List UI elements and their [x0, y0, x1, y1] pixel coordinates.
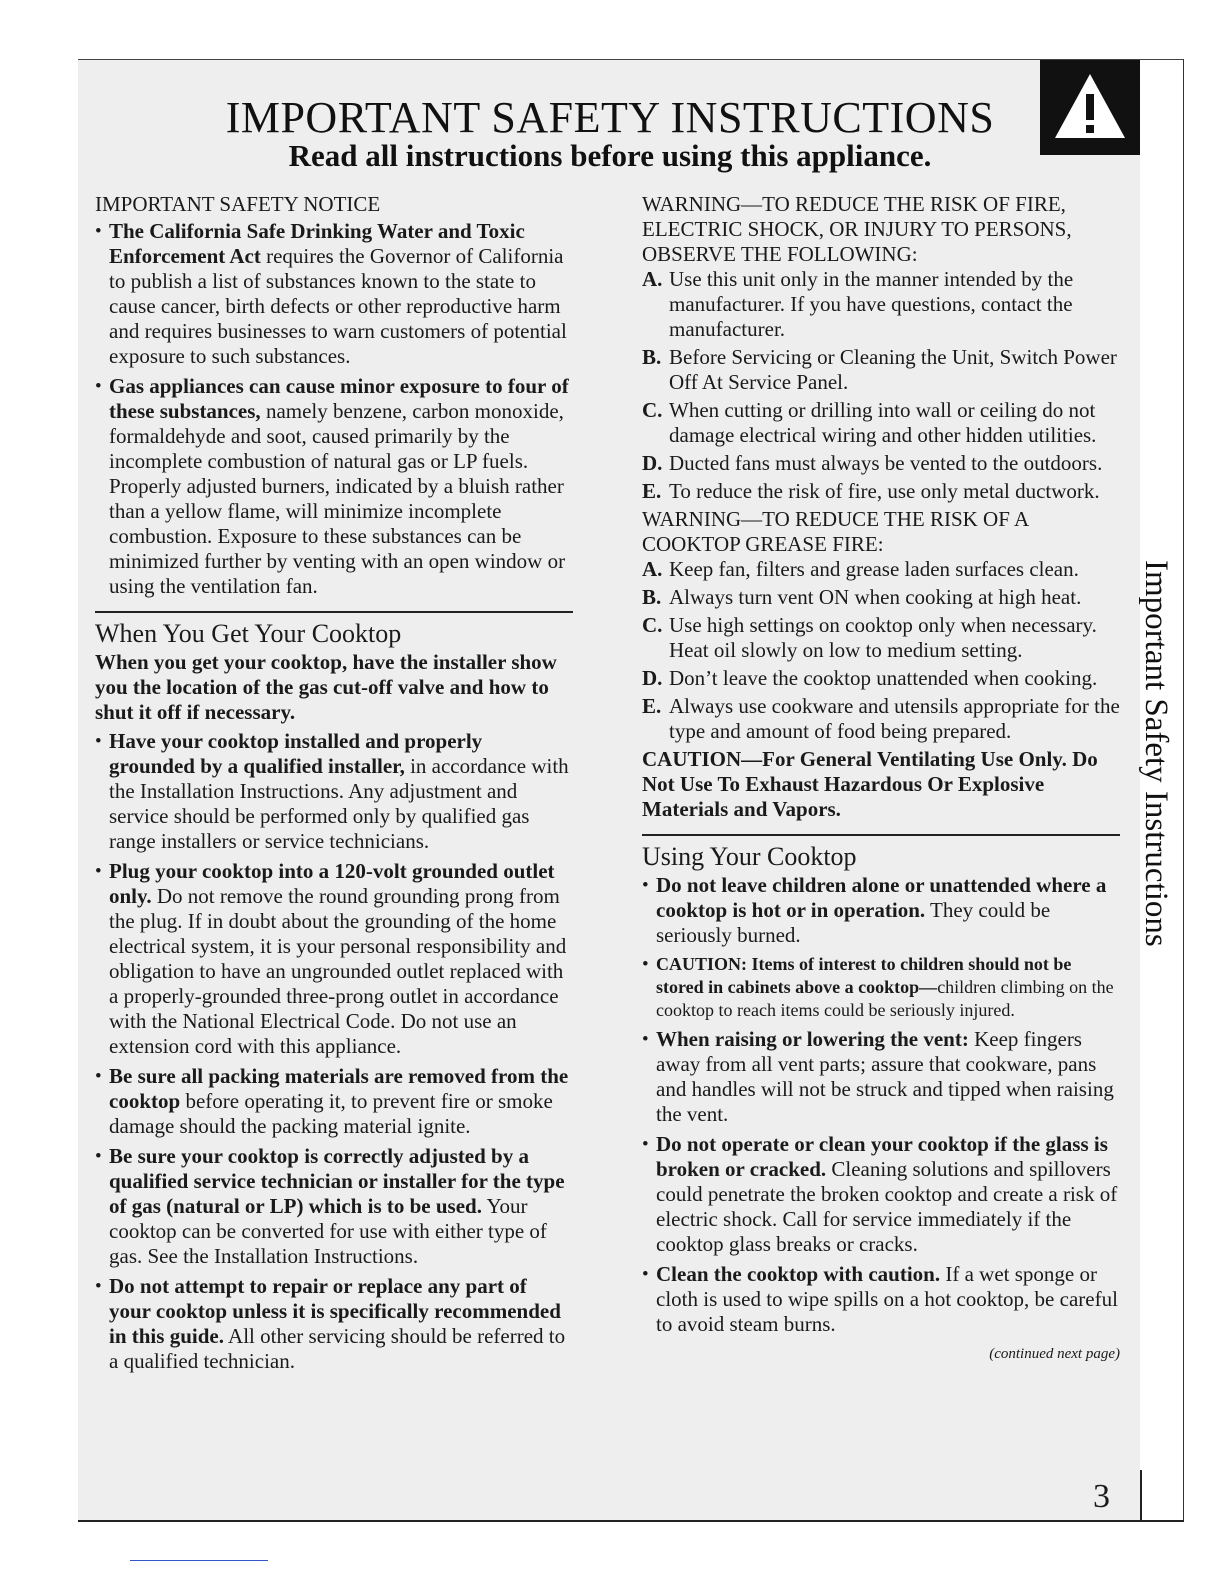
list-item: [642, 1262, 1120, 1337]
bullet-bold: The California Safe Drinking Water and Toxic Enforcement Act: [109, 219, 525, 268]
item-text: Before Servicing or Cleaning the Unit, Switch Power Off At Service Panel.: [669, 345, 1117, 394]
bullet-bold: CAUTION: Items of interest to children should not be stored in cabinets above a cooktop—: [656, 954, 1072, 997]
page-title: IMPORTANT SAFETY INSTRUCTIONS: [225, 93, 995, 142]
bullet-bold: Have your cooktop installed and properly grounded by a qualified installer,: [109, 729, 483, 778]
warning-item: [642, 479, 1120, 504]
item-text: Always turn vent ON when cooking at high heat.: [669, 585, 1082, 609]
bullet-text: All other servicing should be referred to a qualified technician.: [109, 1324, 566, 1373]
left-column: [95, 192, 573, 1379]
item-letter: D.: [642, 451, 663, 475]
item-letter: D.: [642, 666, 663, 690]
bullet-bold: Be sure all packing materials are removed from the cooktop: [109, 1064, 569, 1113]
list-item: [95, 1274, 573, 1374]
section-lead: When you get your cooktop, have the installer show you the location of the gas cut-off valve and how to shut it off if necessary.: [95, 650, 557, 724]
warning-heading-grease: WARNING—TO REDUCE THE RISK OF A COOKTOP GREASE FIRE:: [642, 507, 1028, 556]
item-letter: B.: [642, 585, 662, 609]
page-number: 3: [1093, 1478, 1110, 1515]
bullet-bold: Gas appliances can cause minor exposure to four of these substances,: [109, 374, 569, 423]
bullet-bold: Plug your cooktop into a 120-volt grounded outlet only.: [109, 859, 555, 908]
top-rule: [78, 59, 1184, 60]
section-divider: [642, 834, 1120, 836]
warning-item: [642, 557, 1120, 582]
item-text: Don’t leave the cooktop unattended when cooking.: [669, 666, 1098, 690]
bullet-bold: Clean the cooktop with caution.: [656, 1262, 941, 1286]
notice-heading: IMPORTANT SAFETY NOTICE: [95, 192, 381, 216]
bullet-bold: Do not leave children alone or unattended where a cooktop is hot or in operation.: [656, 873, 1107, 922]
bullet-text: Keep fingers away from all vent parts; assure that cookware, pans and handles will not be struck and tipped when raising the vent.: [656, 1027, 1114, 1126]
bullet-text: children climbing on the cooktop to reach items could be seriously injured.: [656, 977, 1114, 1020]
item-text: Keep fan, filters and grease laden surfaces clean.: [669, 557, 1079, 581]
side-tab-label: Important Safety Instructions: [1138, 560, 1174, 947]
bullet-bold: When raising or lowering the vent:: [656, 1027, 969, 1051]
item-letter: E.: [642, 479, 662, 503]
notice-bullet: [95, 374, 573, 599]
warning-item: [642, 585, 1120, 610]
footer-link-underline: [130, 1560, 268, 1561]
item-text: To reduce the risk of fire, use only metal ductwork.: [669, 479, 1100, 503]
item-text: When cutting or drilling into wall or ceiling do not damage electrical wiring and other hidden utilities.: [669, 398, 1097, 447]
caution-notice: CAUTION—For General Ventilating Use Only. Do Not Use To Exhaust Hazardous Or Explosive Materials and Vapors.: [642, 747, 1098, 821]
notice-bullet: [95, 219, 573, 369]
bullet-text: If a wet sponge or cloth is used to wipe spills on a hot cooktop, be careful to avoid steam burns.: [656, 1262, 1118, 1336]
list-item: [95, 1144, 573, 1269]
bullet-text: Cleaning solutions and spillovers could penetrate the broken cooktop and create a risk of electric shock. Call for service immediately if the cooktop glass breaks or cracks.: [656, 1157, 1118, 1256]
warning-item: [642, 694, 1120, 744]
bottom-rule: [78, 1520, 1184, 1522]
warning-item: [642, 345, 1120, 395]
list-item: [95, 729, 573, 854]
bullet-bold: Do not operate or clean your cooktop if the glass is broken or cracked.: [656, 1132, 1108, 1181]
continued-note: (continued next page): [989, 1346, 1120, 1362]
bullet-text: Your cooktop can be converted for use with either type of gas. See the Installation Instructions.: [109, 1194, 547, 1268]
warning-heading-fire: WARNING—TO REDUCE THE RISK OF FIRE, ELECTRIC SHOCK, OR INJURY TO PERSONS, OBSERVE THE FOLLOWING:: [642, 192, 1072, 266]
list-item: [642, 1132, 1120, 1257]
list-item: [95, 1064, 573, 1139]
bullet-text: in accordance with the Installation Instructions. Any adjustment and service should be performed only by qualified gas range installers or service technicians.: [109, 754, 569, 853]
bullet-bold: Be sure your cooktop is correctly adjusted by a qualified service technician or installer for the type of gas (natural or LP) which is to be used.: [109, 1144, 565, 1218]
item-text: Use high settings on cooktop only when necessary. Heat oil slowly on low to medium setting.: [669, 613, 1097, 662]
right-rule: [1183, 59, 1184, 1522]
bullet-text: before operating it, to prevent fire or smoke damage should the packing material ignite.: [109, 1089, 553, 1138]
side-tab: [1140, 560, 1182, 1020]
item-letter: B.: [642, 345, 662, 369]
bullet-text: Do not remove the round grounding prong from the plug. If in doubt about the grounding of the home electrical system, it is your personal responsibility and obligation to have an ungrounded outlet replaced with a properly-grounded three-prong outlet in accordance with the National Electrical Code. Do not use an extension cord with this appliance.: [109, 884, 567, 1058]
item-text: Ducted fans must always be vented to the outdoors.: [669, 451, 1103, 475]
warning-item: [642, 613, 1120, 663]
list-item: [642, 953, 1120, 1022]
section-divider: [95, 611, 573, 613]
bullet-text: They could be seriously burned.: [656, 898, 1051, 947]
item-letter: E.: [642, 694, 662, 718]
page-subtitle: Read all instructions before using this appliance.: [288, 138, 932, 173]
bullet-bold: Do not attempt to repair or replace any part of your cooktop unless it is specifically recommended in this guide.: [109, 1274, 561, 1348]
list-item: [642, 1027, 1120, 1127]
warning-item: [642, 451, 1120, 476]
warning-triangle-icon: [1053, 70, 1127, 142]
item-letter: A.: [642, 267, 663, 291]
right-column: [642, 192, 1120, 1367]
item-letter: C.: [642, 398, 663, 422]
bullet-text: namely benzene, carbon monoxide, formaldehyde and soot, caused primarily by the incomplete combustion of natural gas or LP fuels. Properly adjusted burners, indicated by a bluish rather than a yellow flame, will minimize incomplete combustion. Exposure to these substances can be minimized further by venting with an open window or using the ventilation fan.: [109, 399, 566, 598]
warning-item: [642, 398, 1120, 448]
bullet-text: requires the Governor of California to publish a list of substances known to the state to cause cancer, birth defects or other reproductive harm and requires businesses to warn customers of potential exposure to such substances.: [109, 244, 567, 368]
warning-item: [642, 267, 1120, 342]
page-number-divider: [1140, 1470, 1142, 1522]
item-letter: C.: [642, 613, 663, 637]
list-item: [642, 873, 1120, 948]
item-text: Use this unit only in the manner intended by the manufacturer. If you have questions, contact the manufacturer.: [669, 267, 1074, 341]
warning-item: [642, 666, 1120, 691]
item-letter: A.: [642, 557, 663, 581]
section-title-get-cooktop: When You Get Your Cooktop: [95, 619, 402, 648]
item-text: Always use cookware and utensils appropriate for the type and amount of food being prepared.: [669, 694, 1120, 743]
list-item: [95, 859, 573, 1059]
section-title-using-cooktop: Using Your Cooktop: [642, 842, 857, 871]
